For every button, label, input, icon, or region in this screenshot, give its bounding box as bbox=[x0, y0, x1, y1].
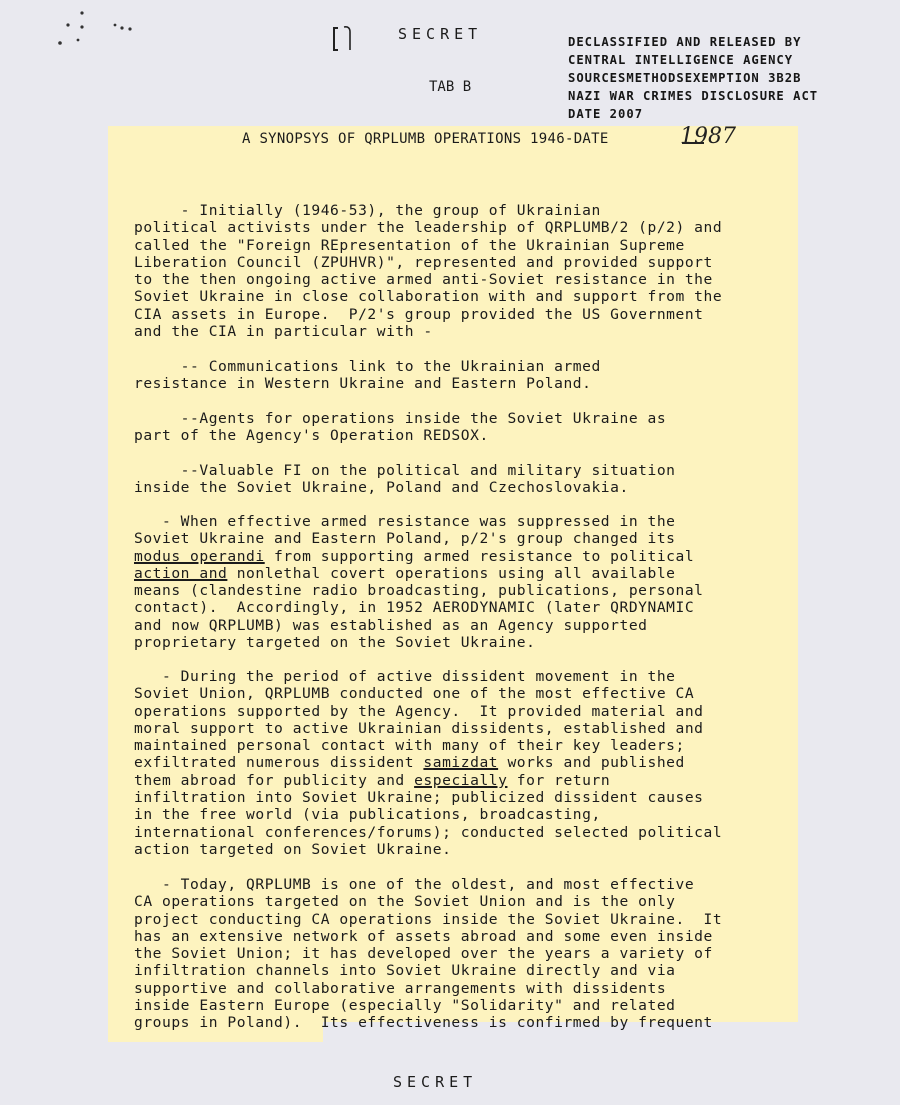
text-line: resistance in Western Ukraine and Eastern Poland. bbox=[134, 375, 592, 393]
text-line: moral support to active Ukrainian dissidents, established and bbox=[134, 719, 704, 737]
text-line: political activists under the leadership of QRPLUMB/2 (p/2) and bbox=[134, 219, 723, 237]
text-span: exfiltrated numerous dissident bbox=[134, 754, 424, 772]
underlined-phrase: action and bbox=[134, 564, 228, 582]
text-span: from supporting armed resistance to political bbox=[264, 547, 695, 565]
text-line: Liberation Council (ZPUHVR)", represented and provided support bbox=[134, 253, 713, 271]
text-line: groups in Poland). Its effectiveness is confirmed by frequent bbox=[134, 1014, 713, 1032]
paragraph-dissident-movement bbox=[134, 668, 722, 858]
paragraph-valuable-fi bbox=[134, 462, 676, 497]
text-line: contact). Accordingly, in 1952 AERODYNAMIC (later QRDYNAMIC bbox=[134, 599, 695, 617]
underlined-phrase: especially bbox=[414, 771, 508, 789]
text-line: inside Eastern Europe (especially "Solidarity" and related bbox=[134, 997, 676, 1015]
text-line: Soviet Union, QRPLUMB conducted one of the most effective CA bbox=[134, 685, 695, 703]
corner-bracket-icon bbox=[330, 24, 360, 54]
text-span: works and published bbox=[498, 754, 685, 772]
text-line: part of the Agency's Operation REDSOX. bbox=[134, 427, 489, 445]
declassification-stamp bbox=[568, 33, 818, 123]
text-line: - Today, QRPLUMB is one of the oldest, and most effective bbox=[134, 876, 695, 893]
text-line: --Valuable FI on the political and military situation bbox=[134, 462, 676, 479]
paragraph-agents bbox=[134, 410, 666, 445]
underlined-phrase: modus operandi bbox=[134, 547, 265, 565]
text-line: proprietary targeted on the Soviet Ukraine. bbox=[134, 634, 536, 652]
stamp-line: DATE 2007 bbox=[568, 107, 644, 121]
text-line: - When effective armed resistance was suppressed in the bbox=[134, 513, 676, 530]
paragraph-today bbox=[134, 876, 722, 1032]
classification-marking-bottom: SECRET bbox=[393, 1073, 478, 1091]
text-line: maintained personal contact with many of their key leaders; bbox=[134, 737, 685, 755]
text-line: in the free world (via publications, broadcasting, bbox=[134, 806, 601, 824]
stamp-line: CENTRAL INTELLIGENCE AGENCY bbox=[568, 53, 794, 67]
paragraph-communications bbox=[134, 358, 601, 393]
text-span: them abroad for publicity and bbox=[134, 771, 415, 789]
text-line: means (clandestine radio broadcasting, publications, personal bbox=[134, 582, 704, 600]
underlined-phrase: samizdat bbox=[423, 754, 499, 772]
text-line: called the "Foreign REpresentation of the Ukrainian Supreme bbox=[134, 236, 685, 254]
text-line: Soviet Ukraine and Eastern Poland, p/2's group changed its bbox=[134, 530, 676, 548]
text-span: nonlethal covert operations using all available bbox=[227, 564, 676, 582]
text-line bbox=[134, 772, 722, 789]
text-line: CA operations targeted on the Soviet Union and is the only bbox=[134, 893, 676, 911]
handwritten-year: 1987 bbox=[680, 124, 736, 149]
text-line: project conducting CA operations inside the Soviet Ukraine. It bbox=[134, 910, 723, 928]
stamp-line: DECLASSIFIED AND RELEASED BY bbox=[568, 35, 802, 49]
text-line: CIA assets in Europe. P/2's group provided the US Government bbox=[134, 305, 704, 323]
classification-marking-top: SECRET bbox=[398, 25, 483, 43]
text-line bbox=[134, 754, 722, 771]
text-line: and now QRPLUMB) was established as an Agency supported bbox=[134, 616, 648, 634]
text-line: international conferences/forums); conducted selected political bbox=[134, 823, 723, 841]
paragraph-modus-operandi bbox=[134, 513, 704, 651]
text-line: supportive and collaborative arrangements with dissidents bbox=[134, 979, 667, 997]
text-line: operations supported by the Agency. It provided material and bbox=[134, 702, 704, 720]
text-line: infiltration into Soviet Ukraine; publicized dissident causes bbox=[134, 789, 704, 807]
scan-specks-icon bbox=[50, 5, 160, 50]
text-line: has an extensive network of assets abroad and some even inside bbox=[134, 927, 713, 945]
tab-label: TAB B bbox=[429, 79, 472, 95]
text-line: -- Communications link to the Ukrainian armed bbox=[134, 358, 601, 375]
stamp-line: NAZI WAR CRIMES DISCLOSURE ACT bbox=[568, 89, 819, 103]
text-line bbox=[134, 565, 704, 582]
document-title: A SYNOPSYS OF QRPLUMB OPERATIONS 1946-DATE bbox=[242, 131, 609, 147]
stamp-line: SOURCESMETHODSEXEMPTION 3B2B bbox=[568, 71, 802, 85]
text-span: for return bbox=[507, 771, 611, 789]
text-line: action targeted on Soviet Ukraine. bbox=[134, 840, 452, 858]
text-line: and the CIA in particular with - bbox=[134, 323, 433, 341]
text-line bbox=[134, 548, 704, 565]
text-line: - Initially (1946-53), the group of Ukrainian bbox=[134, 202, 601, 219]
text-line: the Soviet Union; it has developed over the years a variety of bbox=[134, 945, 713, 963]
text-line: inside the Soviet Ukraine, Poland and Czechoslovakia. bbox=[134, 479, 629, 497]
text-line: - During the period of active dissident movement in the bbox=[134, 668, 676, 685]
text-line: Soviet Ukraine in close collaboration with and support from the bbox=[134, 288, 723, 306]
text-line: to the then ongoing active armed anti-Soviet resistance in the bbox=[134, 271, 713, 289]
paragraph-initially bbox=[134, 202, 722, 340]
text-line: infiltration channels into Soviet Ukraine directly and via bbox=[134, 962, 676, 980]
text-line: --Agents for operations inside the Soviet Ukraine as bbox=[134, 410, 667, 427]
